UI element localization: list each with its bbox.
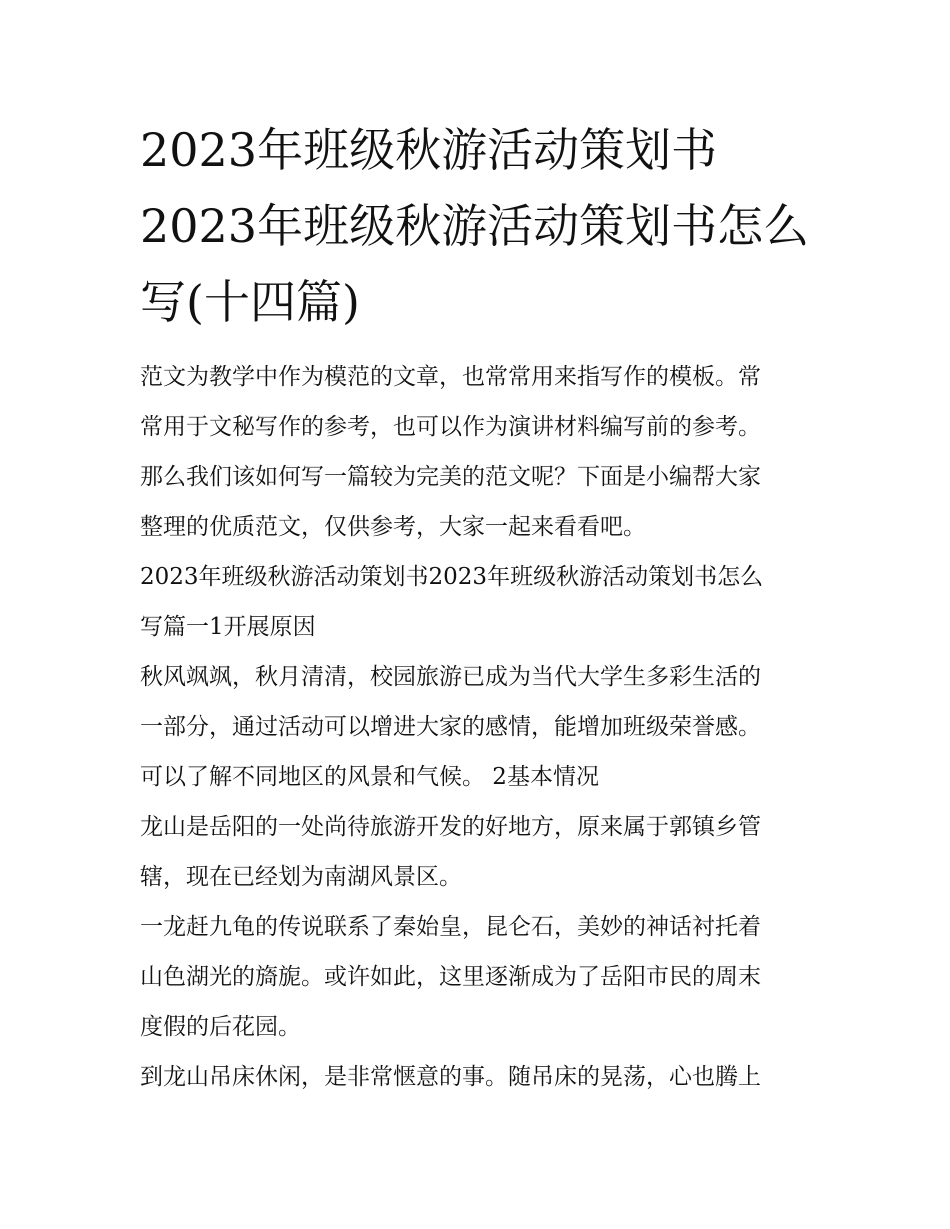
body-line: 辖，现在已经划为南湖风景区。 [140,864,462,890]
body-line: 那么我们该如何写一篇较为完美的范文呢？下面是小编帮大家 [140,464,761,490]
body-line: 可以了解不同地区的风景和气候。 2基本情况 [140,764,599,790]
body-line: 常用于文秘写作的参考，也可以作为演讲材料编写前的参考。 [140,414,761,440]
body-line: 一龙赶九龟的传说联系了秦始皇，昆仑石，美妙的神话衬托着 [140,914,761,940]
body-line: 整理的优质范文，仅供参考，大家一起来看看吧。 [140,514,646,540]
body-line: 到龙山吊床休闲，是非常惬意的事。随吊床的晃荡，心也腾上 [140,1064,761,1090]
body-line: 范文为教学中作为模范的文章，也常常用来指写作的模板。常 [140,364,761,390]
body-line: 龙山是岳阳的一处尚待旅游开发的好地方，原来属于郭镇乡管 [140,814,761,840]
document-title: 2023年班级秋游活动策划书2023年班级秋游活动策划书怎么写(十四篇) [140,123,810,329]
body-line: 一部分，通过活动可以增进大家的感情，能增加班级荣誉感。 [140,714,761,740]
body-line: 度假的后花园。 [140,1014,301,1040]
body-line: 秋风飒飒，秋月清清，校园旅游已成为当代大学生多彩生活的 [140,664,761,690]
body-line: 写篇一1开展原因 [140,614,316,640]
body-line: 山色湖光的旖旎。或许如此，这里逐渐成为了岳阳市民的周末 [140,964,761,990]
document-content [140,112,816,1102]
body-line: 2023年班级秋游活动策划书2023年班级秋游活动策划书怎么 [140,564,764,590]
document-body [140,352,816,1102]
